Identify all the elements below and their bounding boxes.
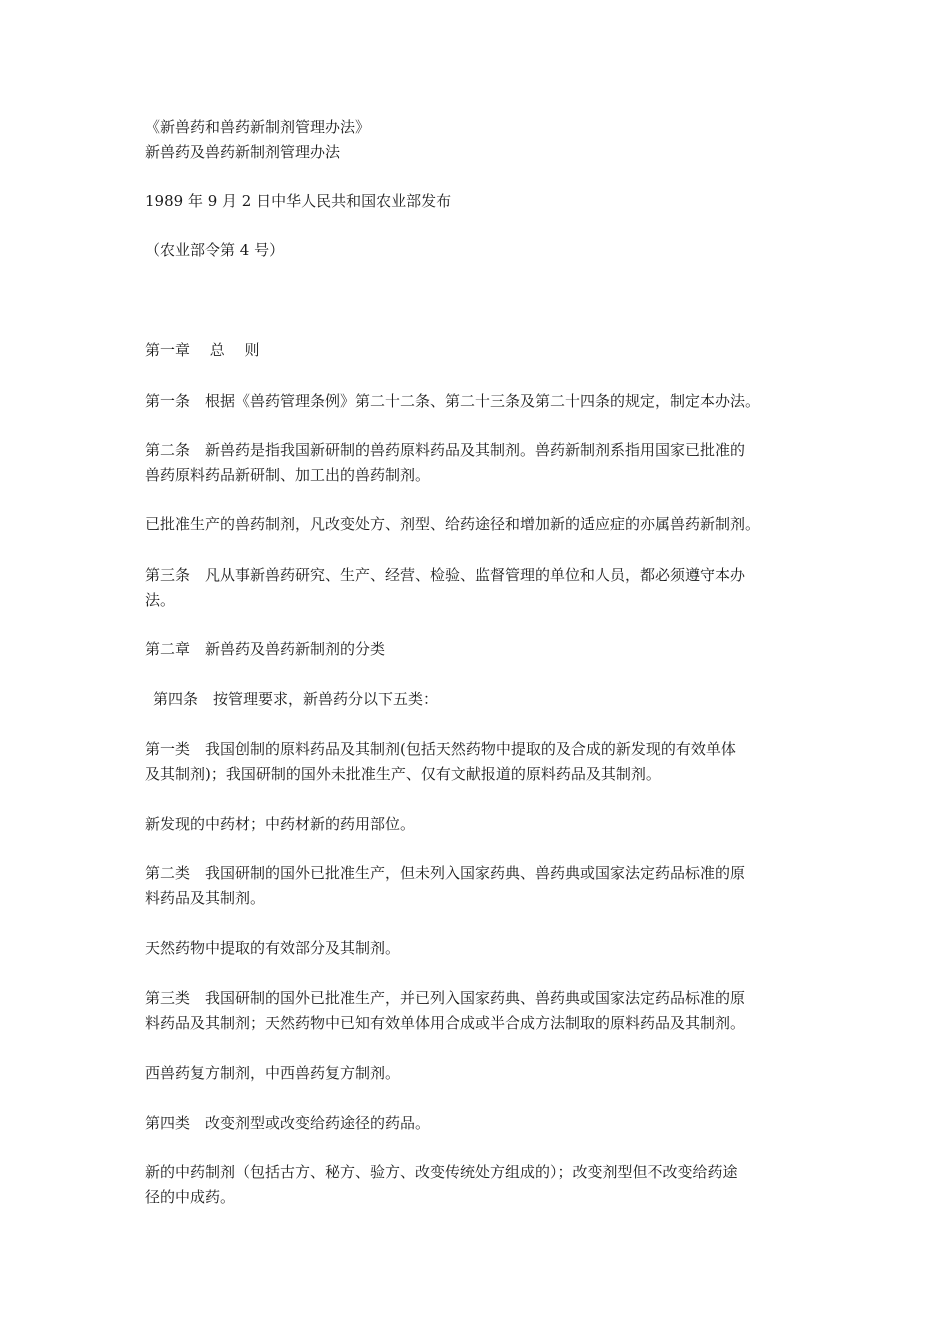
article-2-paragraph-2: 已批准生产的兽药制剂，凡改变处方、剂型、给药途径和增加新的适应症的亦属兽药新制剂。	[145, 515, 761, 533]
category-2-paragraph-2: 天然药物中提取的有效部分及其制剂。	[145, 939, 401, 957]
chapter-1-heading: 第一章 总 则	[145, 341, 260, 359]
category-4-paragraph-2-line-2: 径的中成药。	[145, 1188, 236, 1206]
category-4: 第四类 改变剂型或改变给药途径的药品。	[145, 1114, 431, 1132]
article-2-line-1: 第二条 新兽药是指我国新研制的兽药原料药品及其制剂。兽药新制剂系指用国家已批准的	[145, 441, 746, 459]
article-2-line-2: 兽药原料药品新研制、加工出的兽药制剂。	[145, 466, 431, 484]
category-3-line-1: 第三类 我国研制的国外已批准生产，并已列入国家药典、兽药典或国家法定药品标准的原	[145, 989, 746, 1007]
article-4: 第四条 按管理要求，新兽药分以下五类：	[153, 690, 439, 708]
category-1-line-2: 及其制剂)；我国研制的国外未批准生产、仅有文献报道的原料药品及其制剂。	[145, 765, 661, 783]
category-3-line-2: 料药品及其制剂；天然药物中已知有效单体用合成或半合成方法制取的原料药品及其制剂。	[145, 1014, 746, 1032]
document-title-quoted: 《新兽药和兽药新制剂管理办法》	[145, 118, 371, 136]
category-3-paragraph-2: 西兽药复方制剂，中西兽药复方制剂。	[145, 1064, 401, 1082]
chapter-2-heading: 第二章 新兽药及兽药新制剂的分类	[145, 640, 386, 658]
article-1: 第一条 根据《兽药管理条例》第二十二条、第二十三条及第二十四条的规定，制定本办法。	[145, 392, 761, 410]
category-1-paragraph-2: 新发现的中药材；中药材新的药用部位。	[145, 815, 416, 833]
category-4-paragraph-2-line-1: 新的中药制剂（包括古方、秘方、验方、改变传统处方组成的）；改变剂型但不改变给药途	[145, 1163, 738, 1181]
category-1-line-1: 第一类 我国创制的原料药品及其制剂(包括天然药物中提取的及合成的新发现的有效单体	[145, 740, 736, 758]
document-title: 新兽药及兽药新制剂管理办法	[145, 143, 341, 161]
order-number: （农业部令第 4 号）	[145, 241, 285, 259]
category-2-line-2: 料药品及其制剂。	[145, 889, 266, 907]
article-3-line-2: 法。	[145, 591, 176, 609]
article-3-line-1: 第三条 凡从事新兽药研究、生产、经营、检验、监督管理的单位和人员，都必须遵守本办	[145, 566, 746, 584]
issue-date-line: 1989 年 9 月 2 日中华人民共和国农业部发布	[145, 192, 452, 210]
category-2-line-1: 第二类 我国研制的国外已批准生产，但未列入国家药典、兽药典或国家法定药品标准的原	[145, 864, 746, 882]
